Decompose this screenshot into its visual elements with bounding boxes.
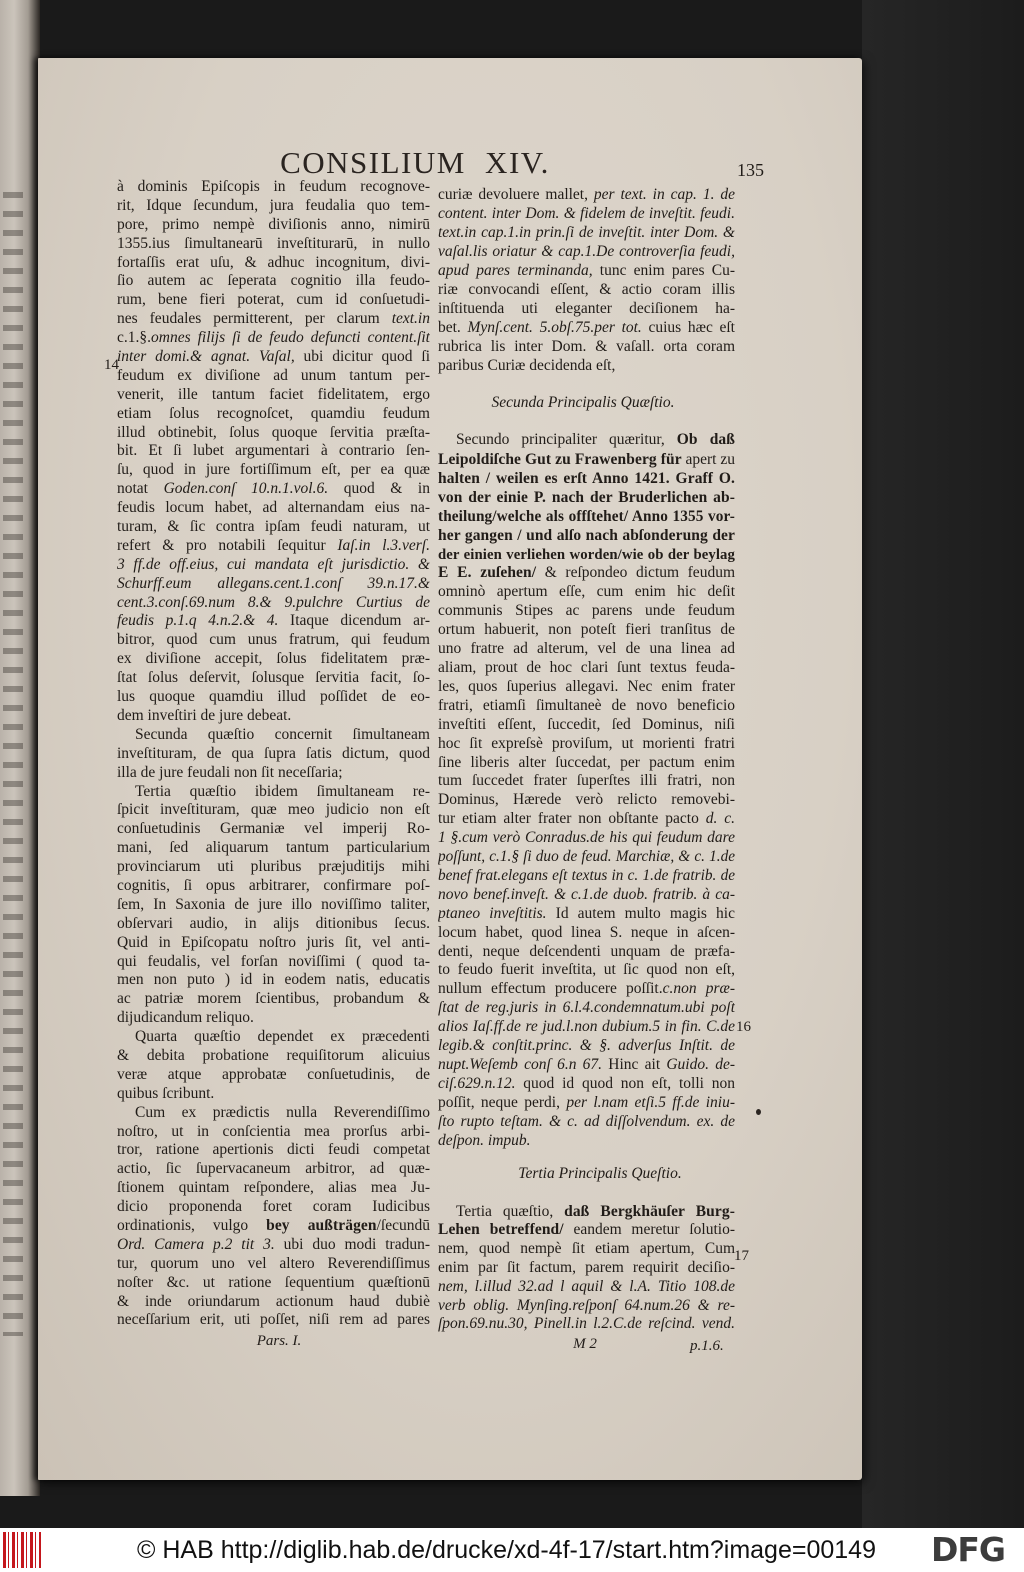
text-line <box>438 489 735 508</box>
text-line: ſem, In Saxonia de jure illo noviſſimo taliter, <box>117 895 430 913</box>
text-line: fortaſſis erat uſu, & adhuc incognitum, divi- <box>117 253 430 271</box>
text-line: inveſtiti eſſent, ſuccedit, ſed Dominus, niſi <box>438 715 735 733</box>
margin-note: 17 <box>734 1248 749 1264</box>
text-line: lus quoque quamdiu illud poſſidet de eo- <box>117 688 430 706</box>
text-line <box>117 556 430 575</box>
text-line: cognitis, ſi opus arbitrarer, confirmare poſ- <box>117 876 430 894</box>
text-line: noſter &c. ut ratione ſequentium quæſtionū <box>117 1273 430 1291</box>
text-line: quibus ſcribunt. <box>117 1084 215 1102</box>
italic-citation: inter domi.& agnat. Vaſal, <box>117 348 295 366</box>
text-line <box>438 810 735 829</box>
italic-citation: per l.nam etſi.5 ff.de iniu- <box>566 1093 735 1111</box>
roman-text: poſſit, neque perdi, <box>438 1093 567 1111</box>
text-line: etiam ſolus recognoſcet, quamdiu feudum <box>117 404 430 422</box>
text-line <box>438 527 735 546</box>
text-line: ex diviſione accepit, ſolus fidelitatem præ- <box>117 650 430 668</box>
text-line: bitror, quod cum unus fratrum, qui feudum <box>117 631 430 649</box>
blackletter-text: halten / weilen es erſt Anno 1421. Graff O. <box>438 469 735 487</box>
roman-text: notat <box>117 480 164 498</box>
italic-citation: d. c. <box>705 810 735 828</box>
text-line: bit. Et ſi lubet argumentari à contrario ſen- <box>117 442 430 460</box>
text-line <box>438 1075 735 1094</box>
viewer-background <box>862 0 1024 1528</box>
barcode-icon <box>3 1532 41 1568</box>
text-line: illa de jure feudali non ſit neceſſaria; <box>117 763 343 781</box>
text-line <box>438 999 735 1018</box>
text-line <box>117 537 430 556</box>
italic-citation: 1 §.cum verò Conradus.de his qui feudum dare <box>438 829 735 847</box>
text-line: men non puto ) id in eodem natis, educatis <box>117 971 430 989</box>
italic-citation: ciſ.629.n.12. <box>438 1074 516 1092</box>
text-line <box>438 1018 735 1037</box>
text-line: ſpicit inveſtituram, quæ meo judicio non eſt <box>117 801 430 819</box>
text-line <box>438 242 735 261</box>
text-line: noſtro, ut in conſcientia mea prorſus arbi- <box>117 1122 430 1140</box>
roman-text: Secundo principaliter quæritur, <box>456 431 677 448</box>
italic-citation: cent.3.conſ.69.num 8.& 9.pulchre Curtius de <box>117 593 430 611</box>
right-column-block-b <box>438 429 735 1151</box>
blackletter-text: Ob daß <box>676 431 735 448</box>
italic-citation: Schurff.eum allegans.cent.1.conſ 39.n.17.& <box>117 574 430 592</box>
section-heading-secunda: Secunda Principalis Quæſtio. <box>491 394 675 411</box>
page-title: CONSILIUM XIV. <box>280 145 550 180</box>
text-line <box>438 1094 735 1113</box>
italic-citation: Ord. Camera p.2 tit 3. <box>117 1235 275 1253</box>
text-line <box>438 546 735 565</box>
text-line: rubrica lis inter Dom. & vaſall. orta coram <box>438 337 735 355</box>
text-line: conſuetudinis Germaniæ vel imperij Ro- <box>117 820 430 838</box>
text-line <box>117 329 430 348</box>
text-line: riæ convocandi eſſent, & actio coram illis <box>438 280 735 298</box>
text-line <box>438 429 735 451</box>
text-line: uno fratre ad alterum, vel de una linea ad <box>438 640 735 658</box>
roman-text: tur etiam alter frater non obſtante pacto <box>438 810 706 828</box>
roman-text: Id autem multo magis hic <box>546 904 735 922</box>
roman-text: bet. <box>438 318 468 336</box>
text-line: ortum habuerit, non poteſt fieri tranſitus de <box>438 621 735 639</box>
text-line: rit, Idque ſecundum, jura feudalia quo tem- <box>117 196 430 214</box>
viewer-footer <box>0 1528 1024 1572</box>
roman-text: Tertia quæſtio, <box>456 1202 565 1220</box>
left-column <box>117 178 430 1330</box>
text-line: Quid in Epiſcopatu noſtro juris ſit, vel anti- <box>117 933 430 951</box>
text-line <box>438 1315 735 1334</box>
roman-text: apert zu <box>685 451 735 468</box>
italic-citation: vaſal.lis oriatur & cap.1.De controverſia feudi, <box>438 242 735 260</box>
italic-citation: alios Iaſ.ff.de re jud.l.non dubium.5 in fin. C.de <box>438 1018 735 1036</box>
text-line: tur, quorum uno vel altero Reverendiſſimus <box>117 1254 430 1272</box>
text-line: ac patriæ morem ſcientibus, probandum & <box>117 990 430 1008</box>
text-line: actio, ſic ſupervacaneum arbitror, ad quæ- <box>117 1160 430 1178</box>
text-line: paribus Curiæ decidenda eſt, <box>438 356 616 374</box>
text-line <box>117 1217 430 1236</box>
blackletter-text: der einien verliehen worden/wie ob der beylag <box>438 546 735 563</box>
text-line <box>438 261 735 280</box>
italic-citation: Mynſ.cent. 5.obſ.75.per tot. <box>467 318 642 336</box>
margin-note: 16 <box>736 1019 751 1035</box>
roman-text: ordinationis, vulgo <box>117 1216 267 1234</box>
blackletter-text: von der einie P. nach der Bruderlichen ab- <box>438 488 735 506</box>
text-line: ſine liberis alter ſuccedat, per pactum enim <box>438 753 735 771</box>
text-line: communis Stipes ac parens unde feudum <box>438 602 735 620</box>
italic-citation: text.in cap.1.in prin.ſi de inveſtit. inter Dom. & <box>438 223 735 241</box>
text-line <box>438 1297 735 1316</box>
text-line <box>438 829 735 848</box>
roman-text: Hinc ait <box>602 1056 667 1073</box>
text-line <box>438 1113 735 1132</box>
signature-mark-right: M 2 <box>573 1336 597 1352</box>
text-line <box>438 204 735 223</box>
text-line: nem, quod nempè ſit etiam apertum, Cum <box>438 1240 735 1258</box>
text-line: mani, ſed aliquarum tantum particularium <box>117 839 430 857</box>
text-line <box>117 348 430 367</box>
text-line: rum, bene fieri poterat, cum id conſuetudi- <box>117 291 430 309</box>
roman-text: quod & in <box>328 480 430 498</box>
roman-text: /ſecundū <box>376 1216 430 1234</box>
italic-citation: legib.& conſtit.princ. & §. adverſus Inſtit. de <box>438 1037 735 1055</box>
roman-text: nes feudales permitterent, per clarum <box>117 310 392 328</box>
roman-text: curiæ devoluere mallet, <box>438 185 594 203</box>
margin-note: 14 <box>104 357 119 373</box>
page-number: 135 <box>737 160 764 180</box>
italic-citation: Guido. de- <box>666 1056 735 1073</box>
text-line <box>117 594 430 613</box>
blackletter-text: E E. zuſehen/ <box>438 564 537 582</box>
roman-text: & reſpondeo dictum feudum <box>536 564 735 582</box>
italic-citation: 3 ff.de off.eius, cui mandata eſt jurisdictio. & <box>117 555 430 573</box>
book-page <box>38 58 862 1480</box>
text-line: denti, neque deſcendenti unquam de præfa- <box>438 942 735 960</box>
italic-citation: novo benef.inveſt. & c.1.de duob. fratrib. à ca- <box>438 885 735 903</box>
text-line <box>438 185 735 204</box>
text-line: dem inveſtiri de jure debeat. <box>117 706 292 724</box>
text-line: locum habet, quod linea S. neque in aſcen- <box>438 923 735 941</box>
text-line: venerit, ille tantum faciet fidelitatem, ergo <box>117 385 430 403</box>
text-line <box>117 310 430 329</box>
signature-mark: Pars. I. <box>256 1333 302 1349</box>
italic-citation: text.in <box>391 310 430 328</box>
adjacent-page-edge <box>0 0 40 1496</box>
text-line <box>438 1203 735 1222</box>
blackletter-text: Lehen betreffend/ <box>438 1221 564 1239</box>
roman-text: nullum effectum producere poſſit. <box>438 980 663 998</box>
italic-citation: deſpon. impub. <box>438 1131 531 1149</box>
text-line <box>438 564 735 583</box>
text-line <box>438 470 735 489</box>
text-line <box>438 1221 735 1240</box>
text-line <box>117 1236 430 1255</box>
blackletter-text: her gangen / und alſo nach abſonderung der <box>438 526 735 544</box>
italic-citation: feudis p.1.q 4.n.2.& 4. <box>117 612 279 630</box>
text-line <box>117 575 430 594</box>
italic-citation: c.non præ- <box>662 980 735 998</box>
text-line: enim par ſit factum, parem requirit deciſio- <box>438 1258 735 1276</box>
italic-citation: per text. in cap. 1. de <box>593 185 735 203</box>
text-line: turam, & ſic contra ipſam feudi naturam, ut <box>117 518 430 536</box>
italic-citation: ſtat de reg.juris in 6.l.4.condemnatum.ubi poſt <box>438 999 735 1017</box>
text-line: omninò apertum eſſe, cum enim hic deſit <box>438 583 735 601</box>
text-line: ſio autem ac ſeperata cognitio illa feudo- <box>117 272 430 290</box>
italic-citation: content. inter Dom. & fidelem de inveſtit. feudi. <box>438 204 735 222</box>
text-line <box>438 886 735 905</box>
italic-citation: verb oblig. Mynſing.reſponſ 64.num.26 & re- <box>438 1296 735 1314</box>
text-line <box>117 612 430 631</box>
italic-citation: Goden.conſ 10.n.1.vol.6. <box>163 480 329 498</box>
ink-dot <box>756 1109 761 1115</box>
italic-citation: ptaneo inveſtitis. <box>438 904 547 922</box>
italic-citation: ſto rupto teſtam. & c. ad diſſolvendum. ex. de <box>438 1112 735 1130</box>
text-line: ſtat ſolus deſervit, ſolusque ſervitia facit, ſo- <box>117 669 430 687</box>
italic-citation: ſpon.69.nu.30, Pinell.in l.2.C.de reſcind. vend. <box>438 1315 735 1333</box>
roman-text: ubi dicitur quod ſi <box>294 348 430 366</box>
text-line <box>438 1037 735 1056</box>
text-line: dijudicandum reliquo. <box>117 1009 254 1027</box>
roman-text: cuius hæc eſt <box>641 318 735 336</box>
text-line: feudis locum habet, ad alternandam eius na- <box>117 499 430 517</box>
text-line: inſtituenda uti eleganter deciſionem ha- <box>438 299 735 317</box>
text-line <box>438 905 735 924</box>
right-column-block-a <box>438 185 735 375</box>
italic-citation: poſſunt, c.1.§ ſi duo de feud. Marchiæ, & c. 1.de <box>438 848 735 866</box>
right-column-block-c <box>438 1203 735 1335</box>
text-line <box>438 318 735 337</box>
text-line <box>438 867 735 886</box>
roman-text: ubi duo modi tradun- <box>274 1235 430 1253</box>
text-line: hoc ſit expreſsè proviſum, ut morienti fratri <box>438 734 735 752</box>
text-line: les, quos ſuperius allegavi. Nec enim frater <box>438 677 735 695</box>
text-line <box>438 1278 735 1297</box>
text-line: Dominus, Hærede verò relicto removebi- <box>438 791 735 809</box>
text-line: neceſſarium erit, uti poſſet, niſi rem ad pares <box>117 1311 430 1329</box>
italic-citation: Iaſ.in l.3.verſ. <box>337 536 430 554</box>
text-line: fratri, etiamſi ſimultaneè de novo beneficio <box>438 696 735 714</box>
blackletter-text: Leipoldiſche Gut zu Frawenberg für <box>438 451 686 468</box>
roman-text: tunc enim pares Cu- <box>592 261 735 279</box>
text-line: Secunda quæſtio concernit ſimultaneam <box>135 725 430 743</box>
text-line: aliam, prout de hoc clari ſunt textus feuda- <box>438 658 735 676</box>
text-line <box>438 1132 735 1151</box>
text-line: Tertia quæſtio ibidem ſimultaneam re- <box>135 782 430 800</box>
text-line: & inde oriundarum actionum haud dubiè <box>117 1292 430 1310</box>
blackletter-text: theilung/welche als offſtehet/ Anno 1355 vor- <box>438 507 735 525</box>
italic-citation: apud pares terminanda, <box>438 261 593 279</box>
section-heading-tertia: Tertia Principalis Queſtio. <box>518 1165 682 1182</box>
text-line: inveſtituram, de qua ſupra ſatis dictum, quod <box>117 744 430 762</box>
roman-text: refert & pro notabili ſequitur <box>117 536 338 554</box>
source-credit: © HAB http://diglib.hab.de/drucke/xd-4f-17/start.htm?image=00149 <box>137 1536 876 1564</box>
text-line: qui feudalis, vel forſan noviſſimi ( quod ta- <box>117 952 430 970</box>
italic-citation: nupt.Weſemb conſ 6.n 67. <box>438 1056 603 1073</box>
text-line <box>438 508 735 527</box>
text-line: tror, ratione apertionis dicti feudi competat <box>117 1141 430 1159</box>
roman-text: Itaque dicendum ar- <box>278 612 430 630</box>
text-line: ſu, quod in jure fortiſſimum eſt, per ea quæ <box>117 461 430 479</box>
text-line: illud obtinebit, ſolus quoque ſervitia præſta- <box>117 423 430 441</box>
italic-citation: benef frat.elegans eſt textus in c. 1.de fratrib. de <box>438 866 735 884</box>
text-line: Quarta quæſtio dependet ex præcedenti <box>135 1028 430 1046</box>
text-line <box>438 980 735 999</box>
text-line: ſtionem quintam reſpondere, alias mea Ju- <box>117 1179 430 1197</box>
text-line: veræ atque approbatæ conſuetudinis, de <box>117 1065 430 1083</box>
text-line: obſervari audio, in alijs ditionibus ſecus. <box>117 914 430 932</box>
text-line: à dominis Epiſcopis in feudum recognove- <box>117 178 430 195</box>
catchword: p.1.6. <box>690 1338 724 1354</box>
text-line <box>438 451 735 470</box>
text-line: Cum ex prædictis nulla Reverendiſſimo <box>135 1103 430 1121</box>
text-line <box>438 1056 735 1075</box>
text-line: pore, primo nempè diviſionis anno, nimirū <box>117 215 430 233</box>
italic-citation: nem, l.illud 32.ad l aquil & l.A. Titio 108.de <box>438 1277 735 1295</box>
text-line <box>117 480 430 499</box>
text-line <box>438 223 735 242</box>
italic-citation: omnes filijs ſi de feudo defuncti content.ſit <box>151 329 430 347</box>
blackletter-text: daß Bergkhäuſer Burg- <box>564 1202 735 1220</box>
roman-text: eandem meretur ſolutio- <box>563 1221 735 1239</box>
dfg-logo: DFG <box>931 1530 1006 1569</box>
text-line: dicio proponenda foret coram Iudicibus <box>117 1198 430 1216</box>
text-line: provinciarum uti pluribus præjuditijs mihi <box>117 858 430 876</box>
text-line: tum ſuccedet frater ſuperſtes illi fratri, non <box>438 772 735 790</box>
text-line: 1355.ius ſimultanearū inveſtiturarū, in nullo <box>117 234 430 252</box>
text-line: to feudo fuerit inveſtita, ut ſic quod non eſt, <box>438 961 735 979</box>
blackletter-text: bey außträgen <box>266 1216 377 1234</box>
text-line: feudum ex diviſione ad unum tantum per- <box>117 366 430 384</box>
text-line: & debita probatione requiſitorum alicuius <box>117 1046 430 1064</box>
adjacent-page-text-texture <box>3 186 23 1336</box>
roman-text: c.1.§. <box>117 329 152 347</box>
roman-text: quod id quod non eſt, tolli non <box>515 1074 735 1092</box>
text-line <box>438 848 735 867</box>
